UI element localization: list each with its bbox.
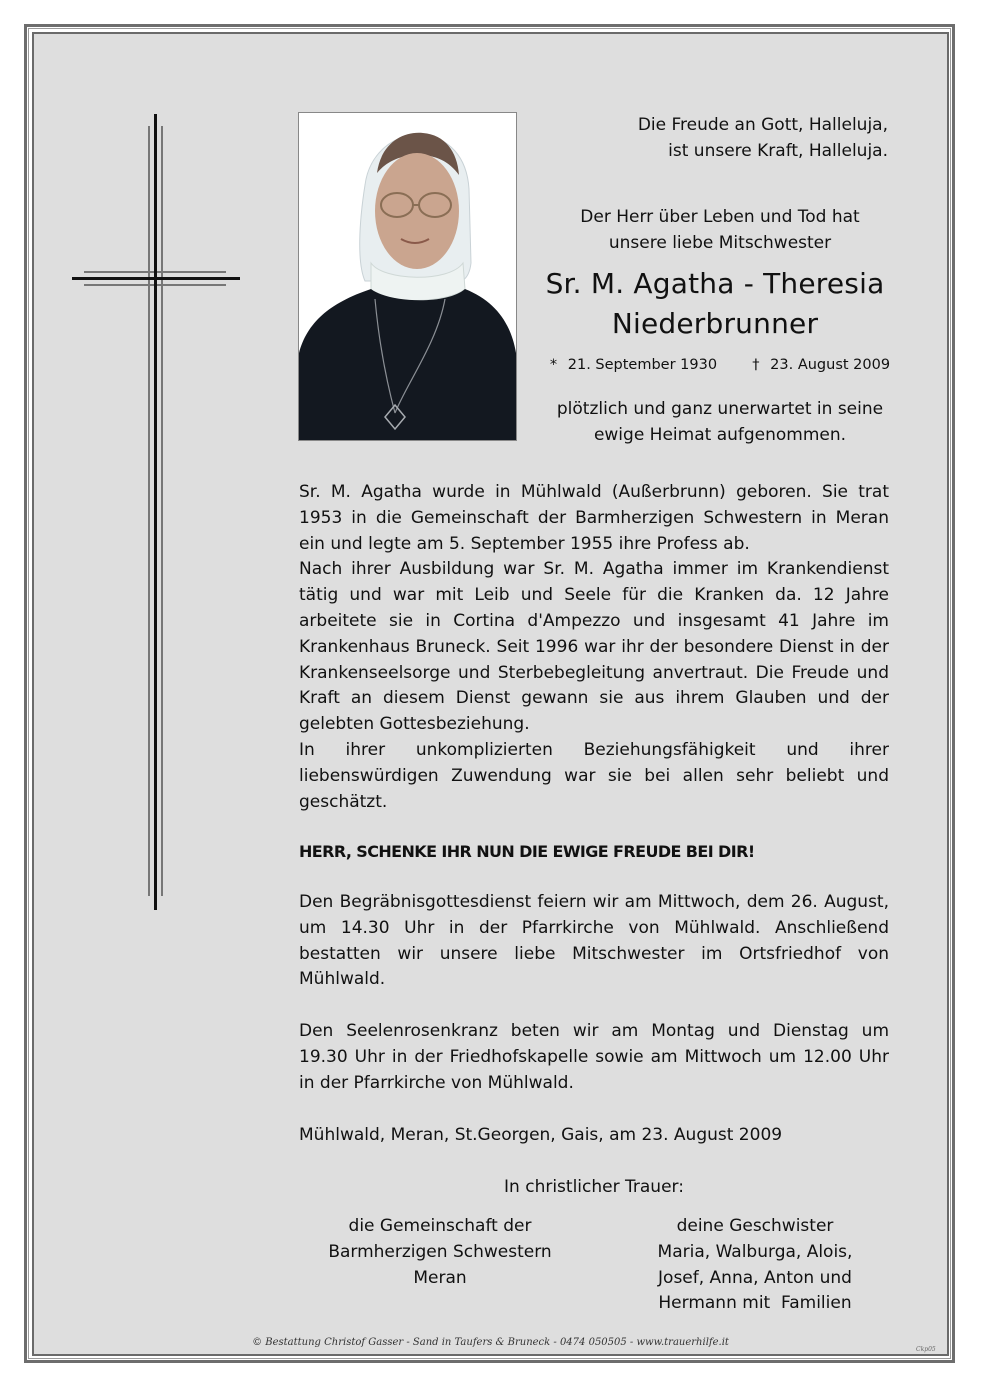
biography-line: Sr. M. Agatha wurde in Mühlwald (Außerbrunn) geboren. Sie trat: [299, 482, 889, 502]
biography-line: Krankenseelsorge und Sterbebegleitung anvertraut. Die Freude und: [299, 662, 889, 683]
cross-horizontal-main-line: [72, 277, 240, 280]
biography-line: gelebten Gottesbeziehung.: [299, 714, 530, 735]
funeral-line: Den Begräbnisgottesdienst feiern wir am Mittwoch, dem 26. August,: [299, 892, 889, 912]
cross-vertical-left-line: [148, 126, 150, 896]
deceased-name: [520, 264, 910, 344]
biography-line: liebenswürdigen Zuwendung war sie bei allen sehr beliebt und: [299, 765, 889, 786]
rosary-line: 19.30 Uhr in der Friedhofskapelle sowie am Mittwoch um 12.00 Uhr: [299, 1046, 889, 1067]
funeral-home-footer: © Bestattung Christof Gasser - Sand in Taufers & Bruneck - 0474 050505 - www.trauerhilfe.it: [252, 1337, 729, 1348]
mourning-title: In christlicher Trauer:: [504, 1177, 684, 1197]
mourners-siblings: [610, 1214, 900, 1317]
intro-line: Der Herr über Leben und Tod hat: [580, 207, 860, 227]
deceased-name-line-2: Niederbrunner: [611, 307, 819, 340]
biography-line: Kraft an diesem Dienst gewann sie aus ihrem Glauben und der: [299, 688, 889, 709]
passed-line: ewige Heimat aufgenommen.: [593, 425, 847, 445]
motto-line: ist unsere Kraft, Halleluja.: [668, 141, 888, 161]
funeral-line: Mühlwald.: [299, 969, 386, 990]
biography-line: geschätzt.: [299, 791, 388, 812]
mourner-line: Meran: [413, 1267, 467, 1288]
deceased-name-line-1: Sr. M. Agatha - Theresia: [545, 267, 885, 300]
funeral-service-text: [299, 890, 889, 993]
mourners-community: [300, 1214, 580, 1291]
mourner-line: Hermann mit Familien: [658, 1293, 852, 1314]
birth-star-icon: *: [549, 357, 558, 373]
cross-vertical-right-line: [161, 126, 163, 896]
mourner-line: deine Geschwister: [676, 1216, 834, 1236]
biography: [299, 480, 889, 815]
biography-line: In ihrer unkomplizierten Beziehungsfähigkeit und ihrer: [299, 739, 889, 760]
biography-line: Nach ihrer Ausbildung war Sr. M. Agatha immer im Krankendienst: [299, 559, 889, 580]
intro-line: unsere liebe Mitschwester: [608, 233, 832, 253]
mourner-line: Maria, Walburga, Alois,: [657, 1241, 853, 1262]
birth-date: 21. September 1930: [567, 357, 718, 373]
life-dates: [530, 354, 910, 376]
biography-line: Krankenhaus Bruneck. Seit 1996 war ihr der besondere Dienst in der: [299, 636, 889, 657]
passed-line: plötzlich und ganz unerwartet in seine: [556, 399, 884, 419]
passed-away-text: [530, 396, 910, 448]
portrait-photo: [298, 112, 517, 441]
funeral-line: um 14.30 Uhr in der Pfarrkirche von Mühlwald. Anschließend: [299, 917, 889, 938]
mourner-line: Barmherzigen Schwestern: [328, 1241, 552, 1262]
rosary-line: in der Pfarrkirche von Mühlwald.: [299, 1072, 574, 1093]
portrait-image: [299, 113, 516, 440]
death-cross-icon: †: [752, 357, 760, 373]
template-code: Ckp05: [916, 1346, 936, 1353]
funeral-line: bestatten wir unsere liebe Mitschwester im Ortsfriedhof von: [299, 943, 889, 964]
mourner-line: die Gemeinschaft der: [348, 1216, 532, 1236]
motto: [560, 112, 888, 164]
motto-line: Die Freude an Gott, Halleluja,: [637, 115, 888, 135]
mourner-line: Josef, Anna, Anton und: [658, 1267, 852, 1288]
prayer-heading: HERR, SCHENKE IHR NUN DIE EWIGE FREUDE BEI DIR!: [299, 842, 755, 861]
biography-line: tätig und war mit Leib und Seele für die Kranken da. 12 Jahre: [299, 585, 889, 606]
rosary-line: Den Seelenrosenkranz beten wir am Montag und Dienstag um: [299, 1021, 889, 1041]
biography-line: 1953 in die Gemeinschaft der Barmherzigen Schwestern in Meran: [299, 507, 889, 528]
death-date: 23. August 2009: [770, 357, 891, 373]
rosary-text: [299, 1019, 889, 1096]
biography-line: ein und legte am 5. September 1955 ihre Profess ab.: [299, 533, 750, 554]
cross-vertical-main-line: [154, 114, 157, 910]
place-and-date: Mühlwald, Meran, St.Georgen, Gais, am 23. August 2009: [299, 1125, 783, 1145]
biography-line: arbeitete sie in Cortina d'Ampezzo und insgesamt 41 Jahre im: [299, 610, 889, 631]
announcement-intro: [530, 204, 910, 256]
